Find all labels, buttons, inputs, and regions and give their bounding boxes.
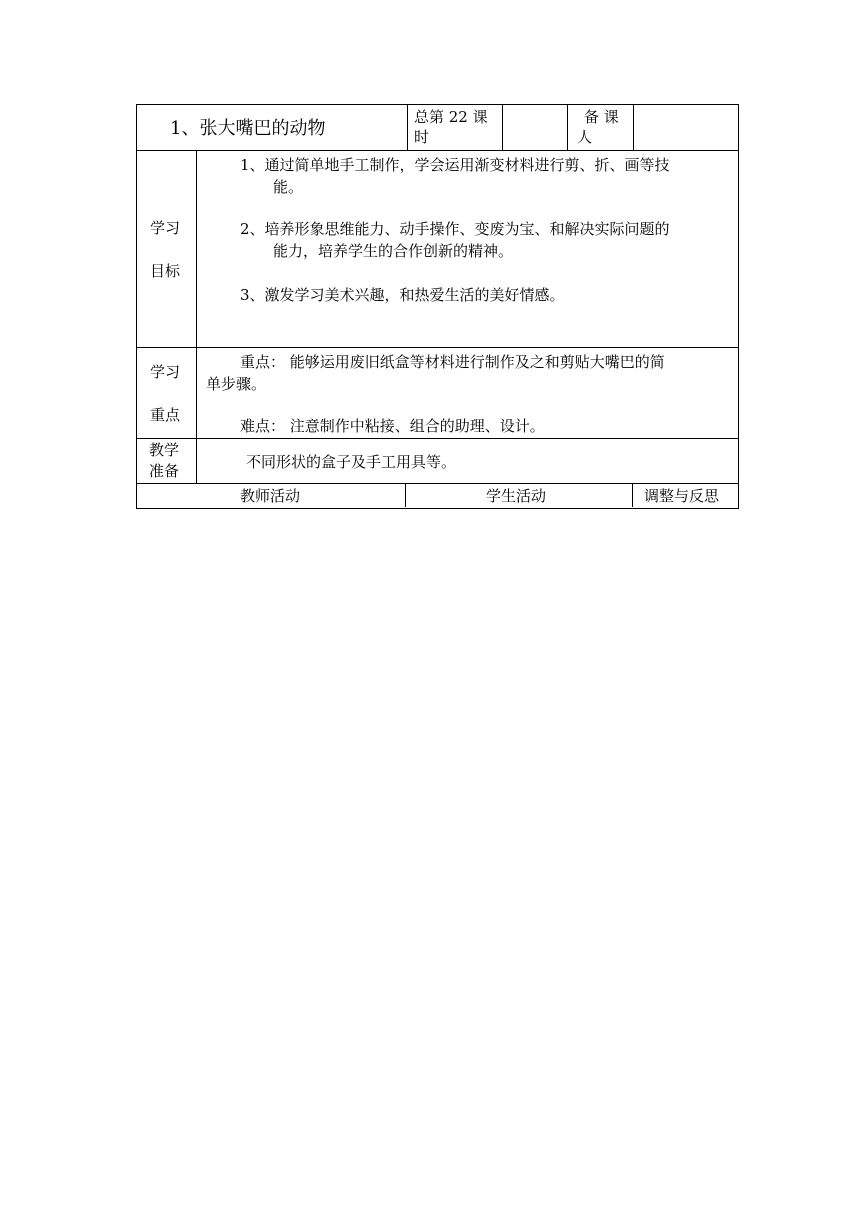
preparer-label: 备 课	[584, 108, 619, 126]
key-points-label-line2: 重点	[150, 406, 181, 424]
lesson-number-label: 总第 22 课	[414, 108, 488, 126]
lesson-title: 1、张大嘴巴的动物	[170, 118, 326, 139]
col-divider	[405, 483, 406, 507]
row-divider	[136, 483, 738, 484]
label-col-divider	[196, 150, 197, 484]
row-divider	[136, 347, 738, 348]
key-difficulty: 难点： 注意制作中粘接、组合的助理、设计。	[240, 417, 545, 435]
row-divider	[136, 150, 738, 151]
student-activity-header: 学生活动	[486, 487, 547, 505]
objective-1-line2: 能。	[273, 178, 304, 196]
col-divider	[407, 104, 408, 151]
row-divider	[136, 438, 738, 439]
col-divider	[633, 104, 634, 151]
teacher-activity-header: 教师活动	[240, 487, 301, 505]
col-divider	[502, 104, 503, 151]
key-focus-line2: 单步骤。	[206, 375, 267, 393]
preparation-label-line2: 准备	[149, 462, 180, 480]
col-divider	[567, 104, 568, 151]
objective-2-line2: 能力，培养学生的合作创新的精神。	[273, 242, 514, 260]
objectives-label-line2: 目标	[150, 262, 181, 280]
key-focus-line1: 重点： 能够运用废旧纸盒等材料进行制作及之和剪贴大嘴巴的简	[240, 353, 665, 371]
preparation-content: 不同形状的盒子及手工用具等。	[246, 453, 457, 471]
objective-3: 3、激发学习美术兴趣，和热爱生活的美好情感。	[240, 286, 565, 304]
lesson-number-label-cont: 时	[414, 128, 430, 146]
objective-1-line1: 1、通过简单地手工制作，学会运用渐变材料进行剪、折、画等技	[240, 156, 670, 174]
objectives-label-line1: 学习	[150, 219, 181, 237]
preparer-label-cont: 人	[577, 128, 593, 146]
key-points-label-line1: 学习	[150, 363, 181, 381]
reflection-header: 调整与反思	[644, 487, 720, 505]
col-divider	[632, 483, 633, 507]
preparation-label-line1: 教学	[149, 441, 180, 459]
objective-2-line1: 2、培养形象思维能力、动手操作、变废为宝、和解决实际问题的	[240, 220, 670, 238]
